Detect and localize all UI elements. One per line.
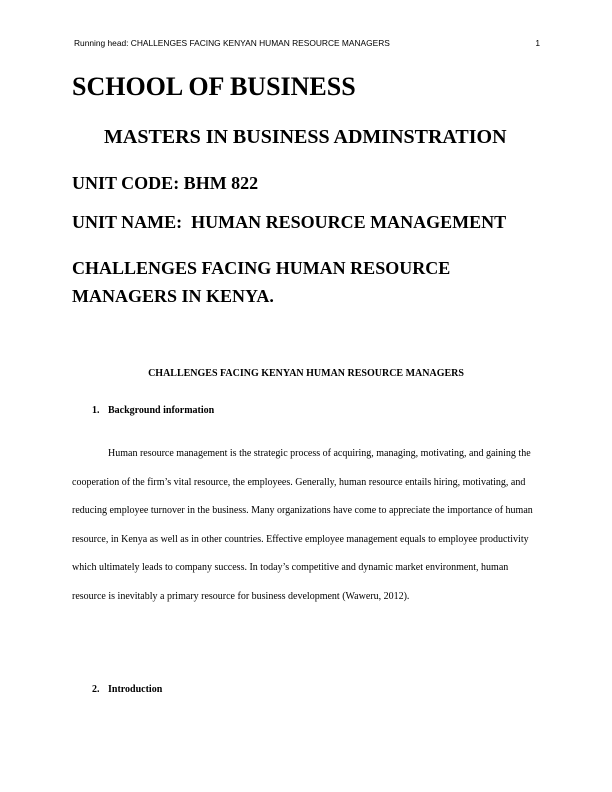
heading-label: Background information xyxy=(108,405,215,416)
document-title: CHALLENGES FACING HUMAN RESOURCE MANAGERS IN KENYA. xyxy=(72,258,451,306)
program-title: MASTERS IN BUSINESS ADMINSTRATION xyxy=(104,126,507,148)
page-number: 1 xyxy=(535,38,540,48)
heading-label: Introduction xyxy=(108,684,163,695)
heading-introduction xyxy=(92,684,162,695)
heading-number: 1. xyxy=(92,405,100,416)
unit-name: UNIT NAME: HUMAN RESOURCE MANAGEMENT xyxy=(72,212,507,232)
background-paragraph: Human resource management is the strategic process of acquiring, managing, motivating, and gaining the cooperation of the firm’s vital resource, the employees. Generally, human resource entails hiring, motivating, and reducing employee turnover in the business. Many organizations have come to appreciate the importance of human resource, in Kenya as well as in other countries. Effective employee management equals to employee productivity which ultimately leads to company success. In today’s competitive and dynamic market environment, human resource is inevitably a primary resource for business development (Waweru, 2012). xyxy=(72,448,533,602)
school-title: SCHOOL OF BUSINESS xyxy=(72,72,356,101)
section-title: CHALLENGES FACING KENYAN HUMAN RESOURCE MANAGERS xyxy=(148,368,464,379)
running-head-text: Running head: CHALLENGES FACING KENYAN HUMAN RESOURCE MANAGERS xyxy=(74,38,390,48)
running-head xyxy=(74,38,540,48)
heading-number: 2. xyxy=(92,684,100,695)
unit-code: UNIT CODE: BHM 822 xyxy=(72,173,259,193)
heading-background-information xyxy=(92,405,214,416)
